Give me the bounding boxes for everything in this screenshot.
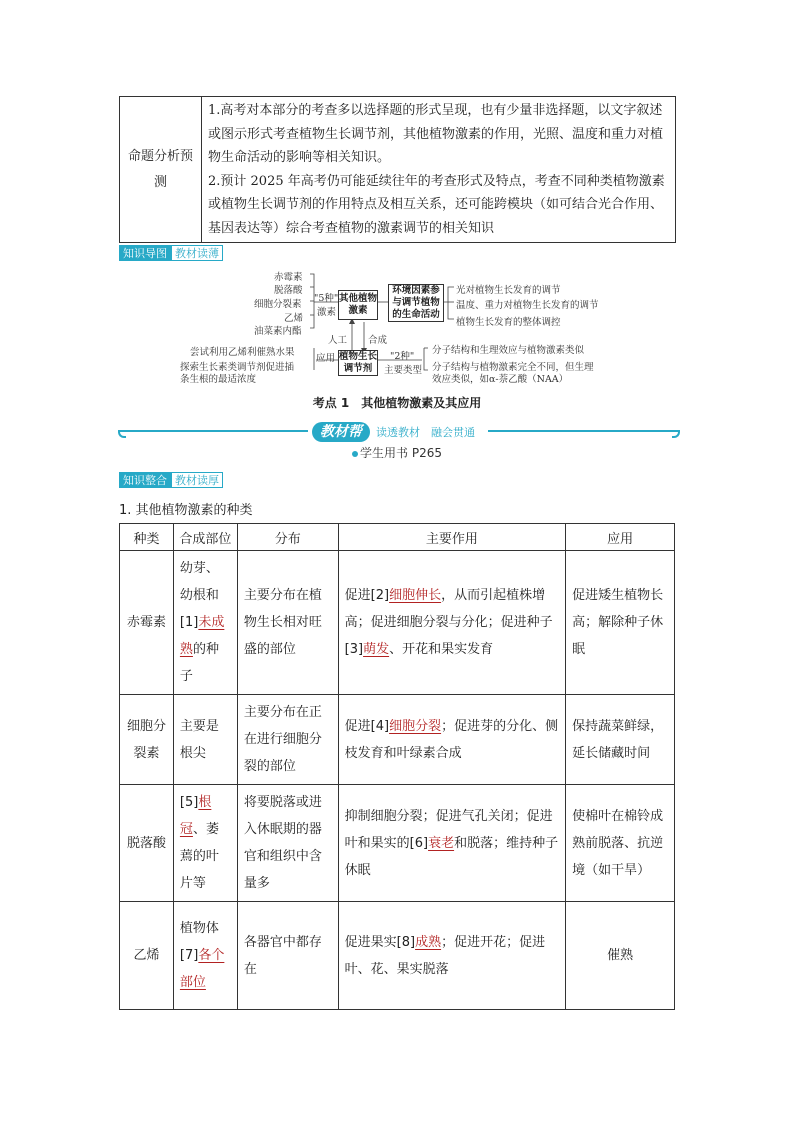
function-cell	[338, 785, 566, 902]
env-item: 光对植物生长发育的调节	[456, 285, 561, 296]
function-text: 、开花和果实发育	[389, 642, 494, 657]
prediction-body	[202, 97, 676, 243]
site-text: 幼芽、幼根和[1]	[179, 561, 219, 630]
answer-blank: 未成熟	[179, 615, 225, 657]
answer-blank: 各个部位	[179, 948, 225, 990]
application-cell: 催熟	[566, 902, 675, 1010]
banner-pill	[308, 421, 488, 443]
function-text: ；促进芽的分化、侧枝发育和叶绿素合成	[344, 718, 559, 761]
growth-regulator-box: 植物生长调节剂	[339, 351, 378, 374]
distribution-cell: 将要脱落或进入休眠期的器官和组织中含量多	[237, 785, 338, 902]
banner-curl-left	[118, 430, 126, 438]
function-text: 促进[4]	[344, 718, 390, 734]
apply-label: 应用	[316, 353, 336, 364]
textbook-banner	[118, 418, 680, 444]
tag-secondary: 教材读厚	[171, 472, 223, 488]
distribution-cell: 主要分布在植物生长相对旺盛的部位	[237, 551, 338, 695]
column-header: 应用	[566, 524, 675, 551]
synth-label: 合成	[368, 335, 388, 346]
banner-curl-right	[672, 430, 680, 438]
application-cell: 保持蔬菜鲜绿，延长储藏时间	[566, 695, 675, 785]
prediction-label: 命题分析预测	[120, 97, 202, 243]
column-header: 主要作用	[338, 524, 566, 551]
answer-blank: 细胞分裂	[389, 718, 442, 734]
apply-item: 条生根的最适浓度	[180, 374, 257, 385]
type-item: 分子结构与植物激素完全不同，但生理	[432, 362, 594, 373]
hormone-item: 乙烯	[284, 313, 304, 324]
function-text: 和脱落；维持种子休眠	[344, 835, 559, 878]
table-row	[120, 695, 675, 785]
table-header-row	[120, 524, 675, 551]
type-item: 效应类似，如α-萘乙酸（NAA）	[432, 374, 569, 385]
site-cell: 主要是根尖	[173, 695, 237, 785]
answer-blank: 衰老	[428, 835, 455, 851]
table-row	[120, 785, 675, 902]
function-cell	[338, 695, 566, 785]
distribution-cell: 主要分布在正在进行细胞分裂的部位	[237, 695, 338, 785]
site-text: [5]	[179, 795, 199, 810]
kind-cell: 赤霉素	[120, 551, 174, 695]
answer-blank: 根冠	[179, 795, 212, 837]
application-cell: 使棉叶在棉铃成熟前脱落、抗逆境（如干旱）	[566, 785, 675, 902]
site-cell	[173, 902, 237, 1010]
column-header: 合成部位	[173, 524, 237, 551]
apply-item: 探索生长素类调节剂促进插	[180, 362, 295, 373]
point-title: 考点 1 其他植物激素及其应用	[312, 396, 482, 410]
book-reference-text: 学生用书 P265	[360, 446, 442, 460]
application-cell: 促进矮生植物长高；解除种子休眠	[566, 551, 675, 695]
environment-box: 环境因素参与调节植物的生命活动	[388, 284, 444, 322]
banner-main: 教材帮	[312, 422, 370, 442]
hormone-item: 赤霉素	[274, 272, 303, 283]
other-hormones-box: 其他植物激素	[338, 290, 378, 320]
apply-item: 尝试利用乙烯利催熟水果	[190, 347, 295, 358]
site-text: 、萎蔫的叶片等	[179, 822, 219, 891]
kind-cell: 细胞分裂素	[120, 695, 174, 785]
tag-primary: 知识导图	[119, 245, 171, 261]
hormone-item: 油菜素内酯	[254, 326, 302, 337]
prediction-point-1: 1.高考对本部分的考查多以选择题的形式呈现，也有少量非选择题，以文字叙述或图示形式考查植物生长调节剂，其他植物激素的作用，光照、温度和重力对植物生命活动的影响等相关知识。	[208, 103, 664, 165]
hormone-item: 细胞分裂素	[254, 299, 302, 310]
hormone-table	[119, 523, 675, 1010]
hormone-word: 激素	[317, 307, 337, 318]
function-text: ，从而引起植株增高；促进细胞分裂与分化；促进种子[3]	[344, 588, 553, 657]
tag-secondary: 教材读薄	[171, 245, 223, 261]
site-text: 植物体[7]	[179, 921, 219, 963]
answer-blank: 成熟	[415, 934, 442, 950]
banner-sub: 读透教材 融会贯通	[376, 426, 475, 439]
function-cell	[338, 902, 566, 1010]
type-item: 分子结构和生理效应与植物激素类似	[432, 345, 585, 356]
answer-blank: 萌发	[363, 642, 390, 657]
knowledge-integration-tag	[119, 472, 223, 488]
function-text: 抑制细胞分裂；促进气孔关闭；促进叶和果实的[6]	[344, 808, 553, 851]
section-subheading: 1. 其他植物激素的种类	[119, 503, 253, 518]
prediction-table	[119, 96, 676, 243]
site-cell	[173, 551, 237, 695]
main-types-label: 主要类型	[384, 365, 423, 376]
kind-cell: 脱落酸	[120, 785, 174, 902]
table-row	[120, 902, 675, 1010]
env-item: 温度、重力对植物生长发育的调节	[456, 300, 599, 311]
env-item: 植物生长发育的整体调控	[456, 317, 561, 328]
table-row	[120, 551, 675, 695]
five-kinds-label: "5种"	[314, 293, 339, 304]
book-reference	[0, 444, 794, 461]
site-text: 的种子	[179, 642, 219, 684]
column-header: 种类	[120, 524, 174, 551]
function-cell	[338, 551, 566, 695]
column-header: 分布	[237, 524, 338, 551]
function-text: 促进果实[8]	[344, 934, 416, 950]
two-kinds-label: "2种"	[390, 351, 415, 362]
hormone-item: 脱落酸	[274, 285, 303, 296]
knowledge-map-tag	[119, 245, 223, 261]
function-text: ；促进开花；促进叶、花、果实脱落	[344, 934, 546, 977]
answer-blank: 细胞伸长	[389, 588, 442, 603]
artificial-label: 人工	[328, 335, 348, 346]
prediction-point-2: 2.预计 2025 年高考仍可能延续往年的考查形式及特点，考查不同种类植物激素或植物生长调节剂的作用特点及相互关系，还可能跨模块（如可结合光合作用、基因表达等）综合考查植物的激素调节的相关知识	[208, 173, 665, 236]
concept-map	[180, 262, 640, 384]
kind-cell: 乙烯	[120, 902, 174, 1010]
bullet-dot-icon	[352, 451, 358, 457]
function-text: 促进[2]	[344, 588, 390, 603]
distribution-cell: 各器官中都存在	[237, 902, 338, 1010]
tag-primary: 知识整合	[119, 472, 171, 488]
site-cell	[173, 785, 237, 902]
